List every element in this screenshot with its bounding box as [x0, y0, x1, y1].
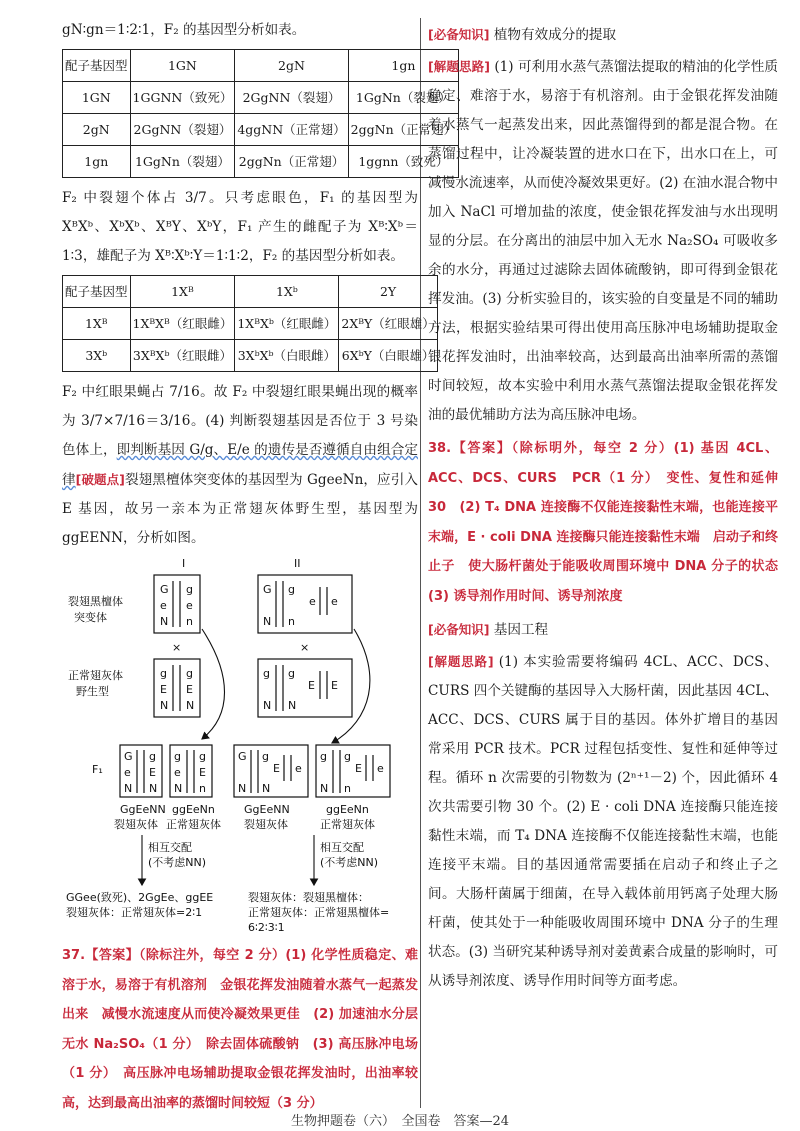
table-cell: 2GgNN（裂翅） — [235, 82, 348, 114]
chromosome-box-I-p1 — [154, 575, 200, 633]
cross-symbol-I: × — [172, 641, 182, 654]
gene-E: E — [308, 679, 315, 692]
result-II-line2: 正常翅灰体：正常翅黑檀体= — [248, 906, 390, 919]
answer-37 — [62, 941, 432, 1118]
result-II-line3: 6∶2∶3∶1 — [248, 921, 285, 934]
result-II-line1: 裂翅灰体：裂翅黑檀体： — [248, 891, 369, 904]
gene-e: e — [377, 762, 384, 775]
f1-label: F₁ — [92, 763, 103, 776]
solution-tag: [解题思路] — [428, 654, 494, 669]
table-header: 2gN — [235, 50, 348, 82]
table-row — [63, 82, 459, 114]
knowledge-tag: [必备知识] — [428, 27, 490, 42]
page-footer: 生物押题卷（六） 全国卷 答案—24 — [290, 1114, 510, 1129]
gene-E: E — [273, 762, 280, 775]
gene-E: E — [355, 762, 362, 775]
column-divider — [420, 18, 421, 1108]
right-column — [428, 16, 792, 996]
f1-box-I-a — [120, 745, 162, 797]
table-cell: 3Xᵇ — [63, 340, 131, 372]
knowledge-heading-1 — [428, 20, 778, 50]
gene-e: e — [124, 766, 131, 779]
gene-g: g — [160, 667, 167, 680]
table-cell: 3XᴮXᵇ（红眼雌） — [130, 340, 235, 372]
gene-n: n — [199, 782, 206, 795]
gene-N: N — [160, 699, 169, 712]
knowledge-text: 基因工程 — [493, 622, 549, 638]
table-cell: 6XᵇY（白眼雄） — [339, 340, 437, 372]
scheme-label-I: I — [182, 557, 186, 570]
arrow-I — [202, 629, 225, 739]
solution-text: (1) 可利用水蒸气蒸馏法提取的精油的化学性质稳定、难溶于水，易溶于有机溶剂。由于金银花挥发油随着水蒸气一起蒸发出来，因此蒸馏得到的都是混合物。在蒸馏过程中，让冷凝装置的进水口在下，出水口在上，可减慢水流速率，从而使冷凝效果更好。(2) 在油水混合物中加入 NaCl 可增加盐的浓度，使金银花挥发油与水出现明显的分层。在分离出的油层中加入无水 Na₂SO₄ 可吸收多余的水分，再通过过滤除去固体硫酸钠，即可得到金银花挥发油。(3) 分析实验目的，该实验的自变量是不同的辅助方法，根据实验结果可得出使用高压脉冲电场辅助提取金银花挥发油时，出油率较高，达到最高出油率所需的蒸馏时间较短，故本实验中利用水蒸气蒸馏法提取金银花挥发油的最优辅助方法为高压脉冲电场。 — [428, 59, 778, 423]
f1-genotype-I-b: ggEeNn — [172, 803, 215, 816]
table-cell: 1Xᴮ — [63, 308, 131, 340]
gene-g: g — [288, 583, 295, 596]
gene-N: N — [186, 699, 195, 712]
table-header: 2Y — [339, 276, 437, 308]
table-header: 1Xᵇ — [235, 276, 339, 308]
table-cell: 1ggnn（致死） — [348, 146, 458, 178]
table-cell: 1gn — [63, 146, 131, 178]
gene-N: N — [124, 782, 133, 795]
scheme-label-II: II — [294, 557, 301, 570]
gene-g: g — [262, 750, 269, 763]
gene-N: N — [149, 782, 158, 795]
table-cell: 1XᴮXᵇ（红眼雌） — [235, 308, 339, 340]
table-row — [63, 114, 459, 146]
knowledge-heading-2 — [428, 615, 778, 645]
gene-e: e — [309, 595, 316, 608]
table-row — [63, 146, 459, 178]
answer-37-number: 37.【答案】 — [62, 948, 140, 963]
gene-N: N — [263, 615, 272, 628]
para3-text-a: F₂ 中红眼果蝇占 7/16。故 F₂ 中裂翅红眼果蝇出现的概率为 3/7×7/16＝3/16。(4) 判断裂翅基因是否位于 3 号染色体上， — [62, 384, 418, 458]
table-header: 1Xᴮ — [130, 276, 235, 308]
table-cell: 1GgNn（裂翅） — [348, 82, 458, 114]
gene-g: g — [186, 667, 193, 680]
gene-g: g — [174, 750, 181, 763]
table-cell: 1GGNN（致死） — [130, 82, 235, 114]
genotype-table-wing — [62, 49, 459, 178]
solution-paragraph-2 — [428, 647, 778, 996]
table-row — [63, 308, 438, 340]
left-paragraph-1: gN∶gn＝1∶2∶1，F₂ 的基因型分析如表。 — [62, 22, 306, 38]
f1-phenotype-II-a: 裂翅灰体 — [244, 818, 288, 831]
genotype-table-eye — [62, 275, 438, 372]
mating-label-I-b: (不考虑NN) — [148, 856, 207, 869]
result-I-line1: GGee(致死)、2GgEe、ggEE — [66, 891, 214, 904]
table-header: 1gn — [348, 50, 458, 82]
gene-n: n — [344, 782, 351, 795]
f1-genotype-II-a: GgEeNN — [244, 803, 290, 816]
table-cell: 1GN — [63, 82, 131, 114]
answer-38-body: （除标明外，每空 2 分）(1) 基因 4CL、ACC、DCS、CURS PCR（1 分） 变性、复性和延伸 30 (2) T₄ DNA 连接酶不仅能连接黏性末端，也能连接平末端，E · coli DNA 连接酶只能连接黏性末端 启动子和终止子 使大肠杆菌处于能吸收周围环境中 DNA 分子的状态 (3) 诱导剂作用时间、诱导剂浓度 — [428, 441, 792, 604]
table-header: 1GN — [130, 50, 235, 82]
chromosome-box-II-p2 — [258, 659, 352, 717]
gene-N: N — [320, 782, 329, 795]
chromosome-box-I-p2 — [154, 659, 200, 717]
solution-paragraph-1 — [428, 52, 778, 430]
key-point-tag: [破题点] — [75, 472, 125, 487]
gene-E: E — [199, 766, 206, 779]
gene-e: e — [331, 595, 338, 608]
parent2-label-b: 野生型 — [76, 685, 109, 698]
gene-g: g — [320, 750, 327, 763]
gene-n: n — [186, 615, 193, 628]
mating-label-II-b: (不考虑NN) — [320, 856, 379, 869]
table-cell: 4ggNN（正常翅） — [235, 114, 348, 146]
gene-g: g — [344, 750, 351, 763]
gene-e: e — [186, 599, 193, 612]
key-point-underlined: 即判断基因 G/g、E/e 的遗传是否遵循自由组合定律 — [62, 442, 418, 488]
table-cell: 2ggNn（正常翅） — [348, 114, 458, 146]
solution-tag: [解题思路] — [428, 59, 490, 74]
knowledge-text: 植物有效成分的提取 — [493, 27, 617, 43]
mating-label-I-a: 相互交配 — [148, 841, 192, 854]
f1-genotype-I-a: GgEeNN — [120, 803, 166, 816]
gene-N: N — [263, 699, 272, 712]
table-cell: 1XᴮXᴮ（红眼雌） — [130, 308, 235, 340]
gene-e: e — [295, 762, 302, 775]
gene-G: G — [263, 583, 272, 596]
gene-N: N — [288, 699, 297, 712]
f1-box-II-a — [234, 745, 308, 797]
gene-N: N — [238, 782, 247, 795]
table-cell: 2XᴮY（红眼雄） — [339, 308, 437, 340]
gene-n: n — [288, 615, 295, 628]
gene-E: E — [331, 679, 338, 692]
cross-symbol-II: × — [300, 641, 310, 654]
f1-phenotype-I-b: 正常翅灰体 — [166, 818, 221, 831]
genetic-cross-diagram — [62, 555, 418, 937]
gene-G: G — [160, 583, 169, 596]
gene-G: G — [238, 750, 247, 763]
gene-e: e — [160, 599, 167, 612]
gene-g: g — [149, 750, 156, 763]
gene-E: E — [160, 683, 167, 696]
table-cell: 2gN — [63, 114, 131, 146]
answer-38 — [428, 434, 792, 611]
gene-N: N — [160, 615, 169, 628]
para3-text-b: 裂翅黑檀体突变体的基因型为 GgeeNn，应引入 E 基因，故另一亲本为正常翅灰体野生型，基因型为 ggEENN，分析如图。 — [62, 472, 418, 546]
gene-g: g — [263, 667, 270, 680]
answer-38-number: 38.【答案】 — [428, 441, 512, 456]
mating-label-II-a: 相互交配 — [320, 841, 364, 854]
solution-text: (1) 本实验需要将编码 4CL、ACC、DCS、CURS 四个关键酶的基因导入大肠杆菌，因此基因 4CL、ACC、DCS、CURS 属于目的基因。体外扩增目的基因常采用 PCR 技术。PCR 过程包括变性、复性和延伸等过程。循环 n 次需要的引物数为 (2ⁿ⁺¹－2) 个，因此循环 4 次共需要引物 30 个。(2) E · coli DNA 连接酶只能连接黏性末端，而 T₄ DNA 连接酶不仅能连接黏性末端，也能连接平末端。目的基因通常需要插在启动子和终止子之间。大肠杆菌属于细菌，在导入载体前用钙离子处理大肠杆菌，使其处于一种能吸收周围环境中 DNA 分子的生理状态。(3) 当研究某种诱导剂对姜黄素合成量的影响时，可从诱导剂浓度、诱导作用时间等方面考虑。 — [428, 654, 778, 989]
gene-e: e — [174, 766, 181, 779]
table-cell: 1GgNn（裂翅） — [130, 146, 235, 178]
gene-g: g — [186, 583, 193, 596]
left-column — [62, 16, 457, 1118]
answer-37-body: （除标注外，每空 2 分）(1) 化学性质稳定、难溶于水，易溶于有机溶剂 金银花挥发油随着水蒸气一起蒸发出来 减慢水流速度从而使冷凝效果更佳 (2) 加速油水分层 无水 Na₂SO₄（1 分） 除去固体硫酸钠 (3) 高压脉冲电场（1 分） 高压脉冲电场辅助提取金银花挥发油时，出油率较高，达到最高出油率的蒸馏时间较短（3 分） — [62, 948, 432, 1111]
gene-N: N — [174, 782, 183, 795]
f1-phenotype-I-a: 裂翅灰体 — [114, 818, 158, 831]
knowledge-tag: [必备知识] — [428, 622, 490, 637]
f1-genotype-II-b: ggEeNn — [326, 803, 369, 816]
gene-E: E — [149, 766, 156, 779]
parent2-label-a: 正常翅灰体 — [68, 669, 123, 682]
table-header: 配子基因型 — [63, 50, 131, 82]
table-row — [63, 340, 438, 372]
table-cell: 2GgNN（裂翅） — [130, 114, 235, 146]
left-paragraph-2: F₂ 中裂翅个体占 3/7。只考虑眼色，F₁ 的基因型为 XᴮXᵇ、XᵇXᵇ、XᴮY、XᵇY，F₁ 产生的雌配子为 Xᴮ∶Xᵇ＝1∶3，雄配子为 Xᴮ∶Xᵇ∶Y＝1∶1∶2，F₂ 的基因型分析如表。 — [62, 190, 418, 264]
table-cell: 3XᵇXᵇ（白眼雌） — [235, 340, 339, 372]
f1-phenotype-II-b: 正常翅灰体 — [320, 818, 375, 831]
gene-E: E — [186, 683, 193, 696]
table-header: 配子基因型 — [63, 276, 131, 308]
gene-g: g — [199, 750, 206, 763]
parent1-label-a: 裂翅黑檀体 — [68, 595, 123, 608]
gene-g: g — [288, 667, 295, 680]
gene-G: G — [124, 750, 133, 763]
gene-N: N — [262, 782, 271, 795]
f1-box-I-b — [170, 745, 212, 797]
chromosome-box-II-p1 — [258, 575, 352, 633]
parent1-label-b: 突变体 — [74, 611, 107, 624]
result-I-line2: 裂翅灰体：正常翅灰体=2∶1 — [66, 906, 203, 919]
left-paragraph-3 — [62, 378, 418, 553]
f1-box-II-b — [316, 745, 390, 797]
table-cell: 2ggNn（正常翅） — [235, 146, 348, 178]
